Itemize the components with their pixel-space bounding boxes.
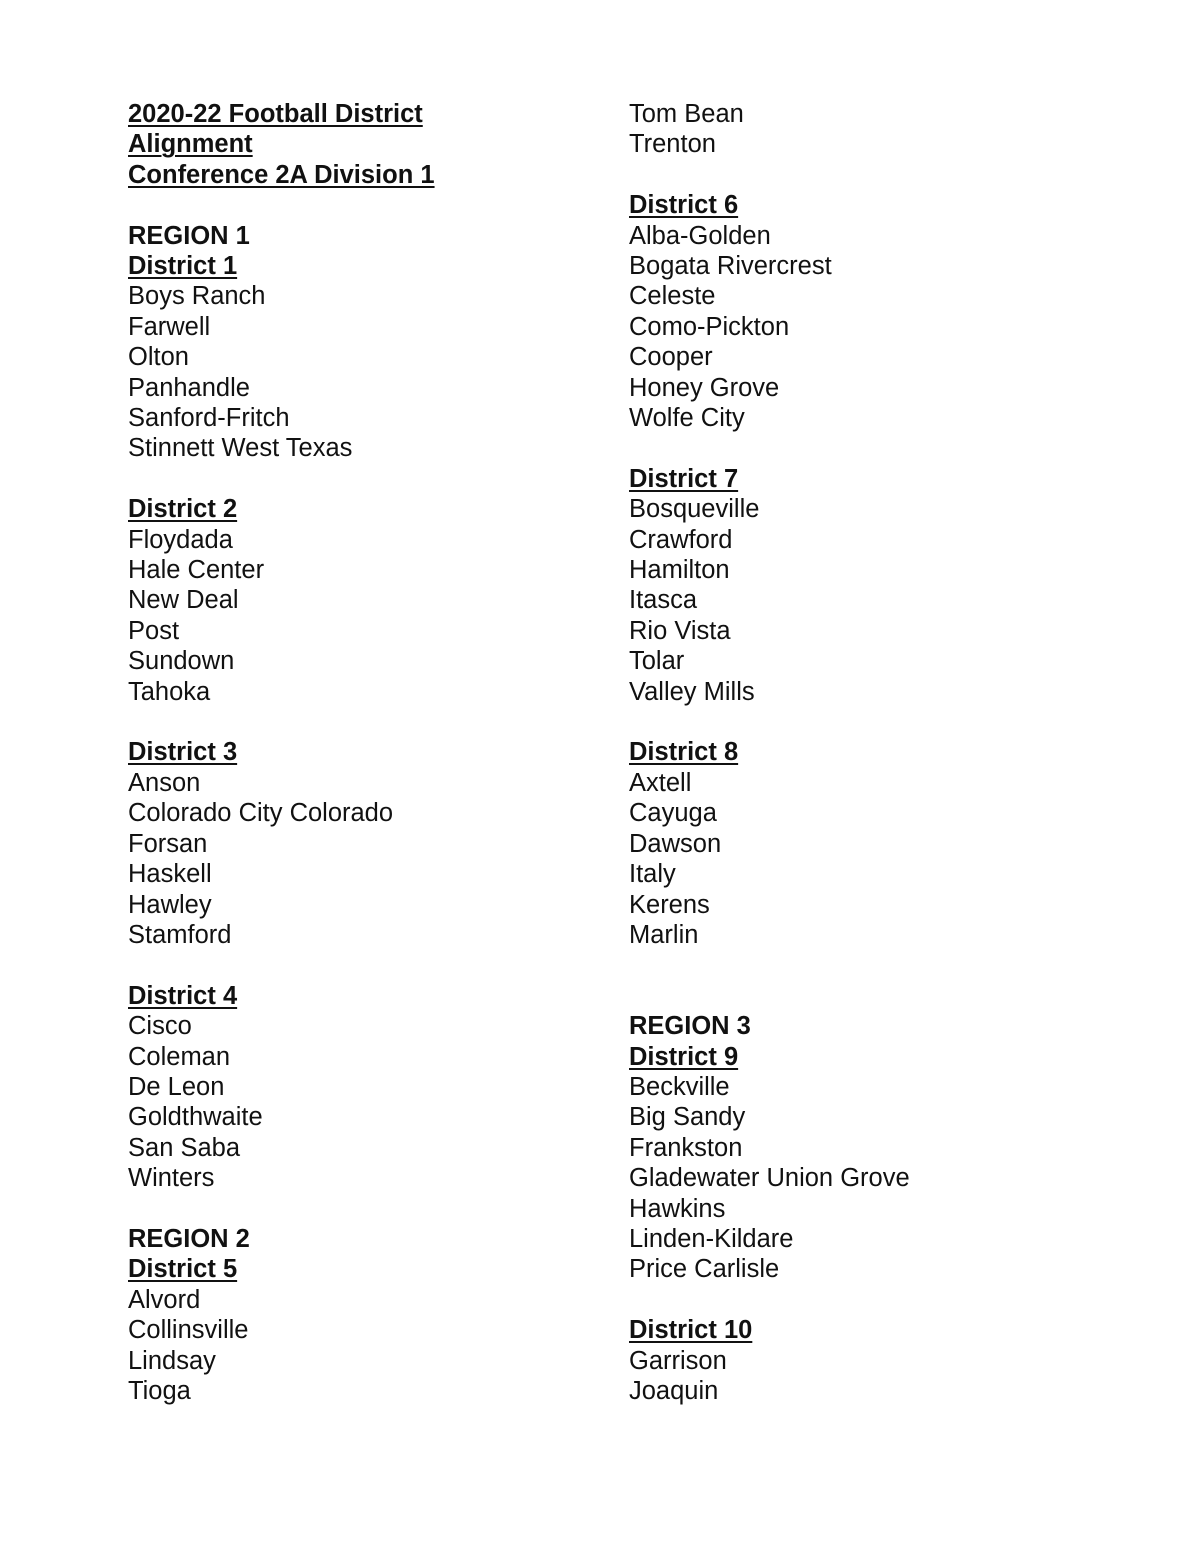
school-item: Post: [128, 616, 180, 645]
school-item: Bogata Rivercrest: [629, 252, 832, 281]
district-heading: District 10: [629, 1316, 753, 1345]
school-item: De Leon: [128, 1072, 225, 1101]
school-item: Colorado City Colorado: [128, 799, 394, 828]
school-item: Tom Bean: [629, 100, 744, 128]
school-item: Tahoka: [128, 677, 211, 706]
district-heading: District 4: [128, 981, 238, 1010]
school-item: Panhandle: [128, 373, 250, 402]
school-item: Alba-Golden: [629, 221, 771, 250]
district-4-block: [128, 981, 588, 1194]
school-item: Collinsville: [128, 1316, 249, 1345]
spacer: [629, 433, 1089, 463]
school-item: Hale Center: [128, 556, 265, 585]
school-item: Stinnett West Texas: [128, 434, 353, 463]
school-item: Floydada: [128, 525, 233, 554]
district-8-block: [629, 737, 1089, 950]
district-1-block: [128, 251, 588, 464]
left-column: [128, 99, 588, 1406]
school-item: Price Carlisle: [629, 1255, 780, 1284]
school-item: Sundown: [128, 647, 235, 676]
school-item: Coleman: [128, 1042, 231, 1071]
district-10-block: [629, 1315, 1089, 1406]
spacer: [128, 190, 588, 220]
school-item: Bosqueville: [629, 495, 760, 524]
spacer: [128, 464, 588, 494]
spacer: [629, 1285, 1089, 1315]
spacer: [128, 1194, 588, 1224]
district-5-block-part-2: [629, 99, 1089, 160]
district-5-block-part-1: [128, 1254, 588, 1406]
school-item: Italy: [629, 860, 676, 889]
school-item: Cayuga: [629, 799, 717, 828]
school-item: Cisco: [128, 1012, 192, 1041]
district-7-block: [629, 464, 1089, 707]
school-item: Cooper: [629, 343, 713, 372]
spacer: [128, 707, 588, 737]
school-item: Hawley: [128, 890, 212, 919]
school-item: Marlin: [629, 920, 699, 949]
district-6-block: [629, 190, 1089, 433]
district-9-block: [629, 1042, 1089, 1285]
school-item: Gladewater Union Grove: [629, 1164, 910, 1193]
document-title-line-1: 2020-22 Football District: [128, 100, 423, 128]
district-heading: District 6: [629, 191, 739, 220]
school-item: Wolfe City: [629, 404, 745, 433]
school-item: Valley Mills: [629, 677, 755, 706]
school-item: Celeste: [629, 282, 716, 311]
school-item: Tolar: [629, 647, 685, 676]
school-item: Beckville: [629, 1072, 730, 1101]
school-item: Alvord: [128, 1285, 201, 1314]
district-heading: District 3: [128, 738, 238, 767]
district-heading: District 2: [128, 495, 238, 524]
school-item: Dawson: [629, 829, 722, 858]
school-item: Rio Vista: [629, 616, 731, 645]
school-item: Lindsay: [128, 1346, 216, 1375]
school-item: Tioga: [128, 1376, 191, 1405]
school-item: Anson: [128, 768, 201, 797]
school-item: Garrison: [629, 1346, 727, 1375]
school-item: Honey Grove: [629, 373, 780, 402]
school-item: San Saba: [128, 1133, 241, 1162]
school-item: Como-Pickton: [629, 312, 790, 341]
school-item: New Deal: [128, 586, 239, 615]
district-heading: District 5: [128, 1255, 238, 1284]
school-item: Itasca: [629, 586, 698, 615]
district-2-block: [128, 494, 588, 707]
district-heading: District 9: [629, 1042, 739, 1071]
region-2-heading: REGION 2: [128, 1224, 250, 1253]
spacer: [629, 950, 1089, 1011]
school-item: Olton: [128, 343, 189, 372]
document-title-line-3: Conference 2A Division 1: [128, 160, 435, 189]
school-item: Forsan: [128, 829, 208, 858]
document-title-line-2: Alignment: [128, 130, 253, 159]
school-item: Joaquin: [629, 1376, 719, 1405]
school-item: Big Sandy: [629, 1103, 746, 1132]
spacer: [629, 160, 1089, 190]
school-item: Haskell: [128, 860, 212, 889]
school-item: Kerens: [629, 890, 710, 919]
school-item: Axtell: [629, 768, 692, 797]
school-item: Crawford: [629, 525, 733, 554]
district-heading: District 8: [629, 738, 739, 767]
school-item: Farwell: [128, 312, 211, 341]
region-1-heading: REGION 1: [128, 221, 250, 250]
school-item: Sanford-Fritch: [128, 404, 290, 433]
district-heading: District 1: [128, 252, 238, 281]
district-3-block: [128, 737, 588, 950]
school-item: Frankston: [629, 1133, 743, 1162]
region-3-heading: REGION 3: [629, 1012, 751, 1041]
school-item: Stamford: [128, 920, 232, 949]
right-column: [629, 99, 1089, 1406]
school-item: Winters: [128, 1164, 215, 1193]
school-item: Linden-Kildare: [629, 1224, 794, 1253]
spacer: [128, 950, 588, 980]
spacer: [629, 707, 1089, 737]
school-item: Goldthwaite: [128, 1103, 263, 1132]
school-item: Hamilton: [629, 556, 730, 585]
district-heading: District 7: [629, 464, 739, 493]
school-item: Boys Ranch: [128, 282, 266, 311]
school-item: Hawkins: [629, 1194, 726, 1223]
school-item: Trenton: [629, 130, 716, 159]
